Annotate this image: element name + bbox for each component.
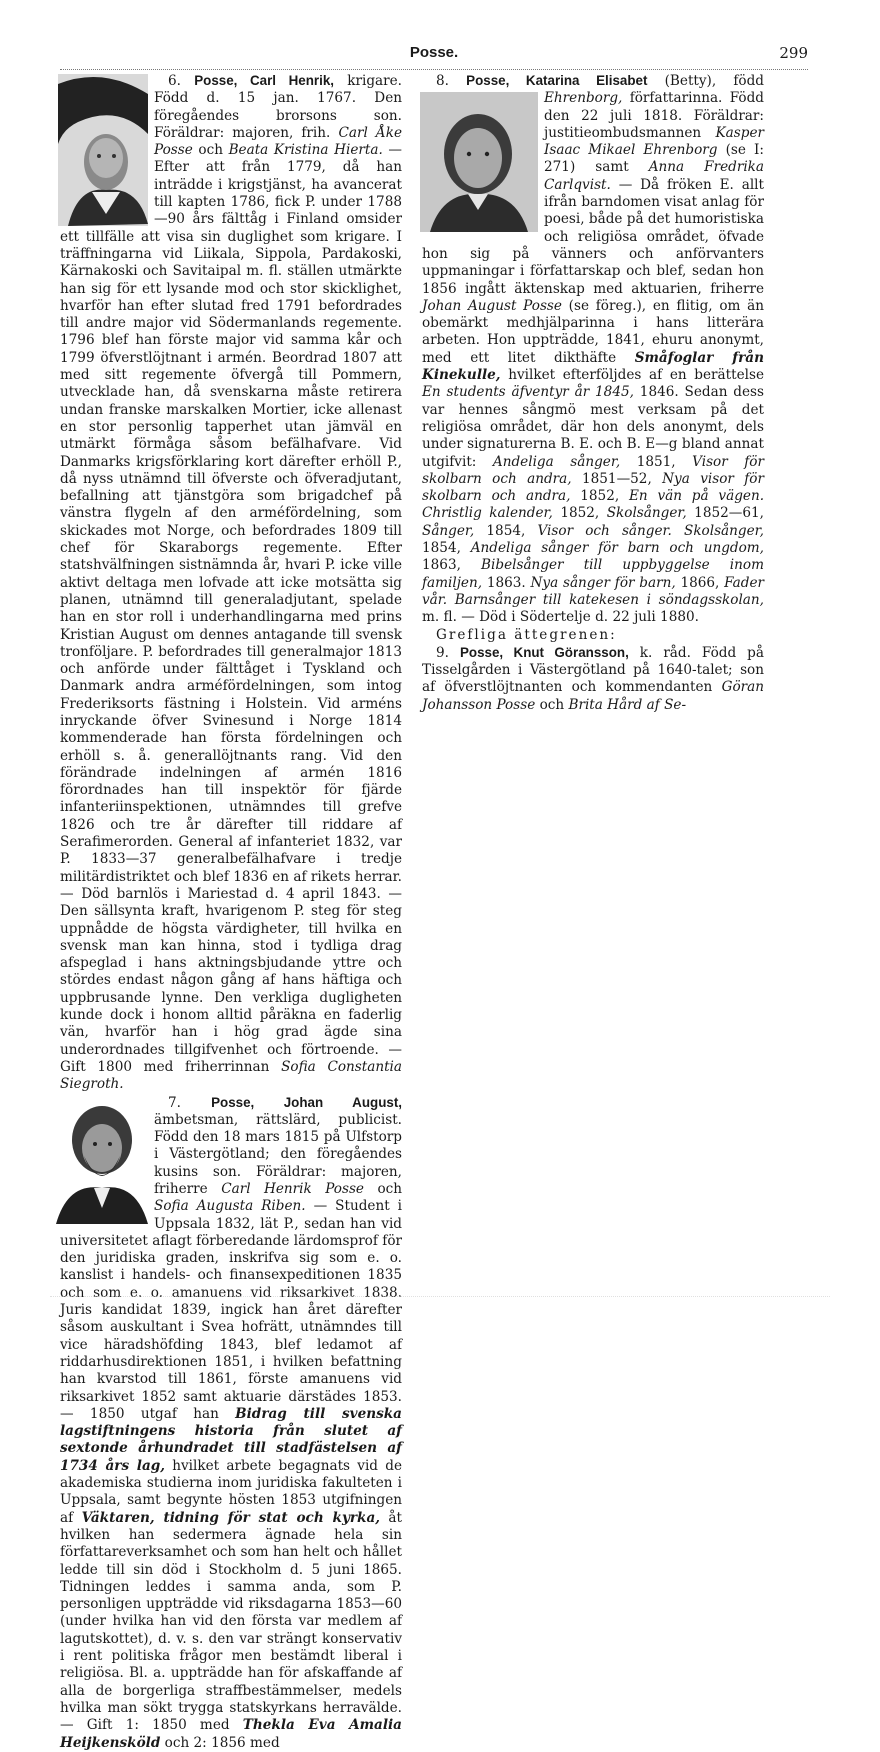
- running-header: [60, 44, 808, 66]
- entry-7: 7. Posse, Johan August, ämbetsman, rättslärd, publicist. Född den 18 mars 1815 på Ulfstorp i Västergötland; den föregåendes kusins son. Föräldrar: majoren, friherre Carl Henrik Posse och Sofia Augusta Riben. — Student i Uppsala 1832, lät P., sedan han vid universitetet aflagt förberedande lärdomsprof för den juridiska graden, inskrifva sig som e. o. kanslist i handels- och finansexpeditionen 1835 och som e. o. amanuens vid riksarkivet 1838. Juris kandidat 1839, ingick han året därefter såsom auskultant i Svea hofrätt, utnämndes till vice häradshöfding 1843, blef ledamot af riddarhusdirektionen 1851, i hvilken befattning han kvarstod till 1861, förste amanuens vid riksarkivet 1852 samt aktuarie därstädes 1853. — 1850 utgaf han Bidrag till svenska lagstiftningens historia från slutet af sextonde århundradet till stadfästelsen af 1734 års lag, hvilket arbete begagnats vid de akademiska studierna inom juridiska fakulteten i Uppsala, samt begynte hösten 1853 utgifningen af Väktaren, tidning för stat och kyrka, åt hvilken han sedermera ägnade hela sin författareverksamhet och som han helt och hållet ledde till sin död i Stockholm d. 5 juni 1865. Tidningen leddes i samma anda, som P. personligen uppträdde vid riksdagarna 1853—60 (under hvilka han vid den första var medlem af lagutskottet), d. v. s. den var strängt konservativ i rent politiska frågor men bestämdt liberal i religiösa. Bl. a. uppträdde han för afskaffande af alla de borgerliga straffbestämmelser, medels hvilka man sökt trygga statskyrkans herravälde. — Gift 1: 1850 med Thekla Eva Amalia Heijkensköld och 2: 1856 med: [60, 1094, 402, 1752]
- column-left: [60, 72, 402, 1752]
- running-title: Posse.: [409, 44, 459, 61]
- portrait-carl-henrik-posse: [58, 74, 148, 226]
- scan-margin: [50, 1296, 830, 1307]
- column-right: [422, 72, 764, 714]
- entry-8: 8. Posse, Katarina Elisabet (Betty), född Ehrenborg, författarinna. Född den 22 juli 1818. Föräldrar: justitieombudsmannen Kasper Isaac Mikael Ehrenborg (se I: 271) samt Anna Fredrika Carlqvist. — Då fröken E. allt ifrån barndomen visat anlag för poesi, både på det humoristiska och religiösa området, öfvade hon sig på vänners och anförvanters uppmaningar i författarskap och blef, sedan hon 1856 ingått äktenskap med aktuarien, friherre Johan August Posse (se föreg.), en flitig, om än obemärkt medhjälparinna i hans litterära arbeten. Hon uppträdde, 1841, ehuru anonymt, med ett litet dikthäfte Småfoglar från Kinekulle, hvilket efterföljdes af en berättelse En students äfventyr år 1845, 1846. Sedan dess var hennes sångmö mest verksam på det religiösa området, där hon dels anonymt, dels under signaturerna B. E. och B. E—g bland annat utgifvit: Andeliga sånger, 1851, Visor för skolbarn och andra, 1851—52, Nya visor för skolbarn och andra, 1852, En vän på vägen. Christlig kalender, 1852, Skolsånger, 1852—61, Sånger, 1854, Visor och sånger. Skolsånger, 1854, Andeliga sånger för barn och ungdom, 1863, Bibelsånger till uppbyggelse inom familjen, 1863. Nya sånger för barn, 1866, Fader vår. Barnsånger till katekesen i söndagsskolan, m. fl. — Död i Södertelje d. 22 juli 1880.: [422, 73, 765, 626]
- section-heading-grefliga: Grefliga ättegrenen:: [436, 626, 617, 643]
- entry-9: 9. Posse, Knut Göransson, k. råd. Född på Tisselgården i Västergötland på 1640-talet; son af öfverstlöjtnanten och kommendanten Göran Johansson Posse och Brita Hård af Se-: [422, 644, 764, 713]
- portrait-johan-august-posse: [54, 1096, 148, 1224]
- portrait-katarina-elisabet-posse: [420, 92, 538, 232]
- entry-9-name: Posse, Knut Göransson,: [459, 644, 629, 660]
- header-rule: [60, 69, 808, 70]
- entry-6-name: Posse, Carl Henrik,: [194, 73, 335, 88]
- page-number: 299: [779, 44, 808, 62]
- entry-8-name: Posse, Katarina Elisabet: [466, 73, 648, 88]
- entry-6: 6. Posse, Carl Henrik, krigare. Född d. 15 jan. 1767. Den föregåendes brorsons son. Föräldrar: majoren, frih. Carl Åke Posse och Beata Kristina Hierta. — Efter att från 1779, då han inträdde i krigstjänst, ha avancerat till kapten 1786, fick P. under 1788—90 års fälttåg i Finland omsider ett tillfälle att visa sin duglighet som krigare. I träffningarna vid Liikala, Sippola, Pardakoski, Kärnakoski och Savitaipal m. fl. ställen utmärkte han sig för ett lysande mod och stor skicklighet, hvarför han efter slutad fred 1791 befordrades till andre major vid Södermanlands regemente. 1796 blef han förste major vid samma kår och 1799 öfverstlöjtnant i armén. Beordrad 1807 att med sitt regemente öfvergå till Pommern, utvecklade han, då svenskarna måste retirera undan franske marskalken Mortier, icke allenast en stor personlig tapperhet utan jämväl en utmärkt förmåga såsom befälhafvare. Vid Danmarks krigsförklaring kort därefter erhöll P., då nyss utnämnd till öfverste och öfveradjutant, befallning att tjänstgöra som brigadchef på vänstra flygeln af den arméfördelning, som skickades mot Norge, och befordrades 1809 till chef för Skaraborgs regemente. Efter statshvälfningen sistnämnda år, hvari P. icke ville aktivt deltaga men lofvade att icke motsätta sig planen, utnämnd till generaladjutant, spelade han en stor roll i underhandlingarna med prins Kristian August om dennes antagande till svensk tronföljare. P. befordrades till generalmajor 1813 och anförde under fälttåget i Tyskland och Danmark andra arméfördelningen, som intog Frederiksorts fästning i Holstein. Vid arméns inryckande öfver Svinesund i Norge 1814 kommenderade han första fördelningen och erhöll s. å. generallöjtnants rang. Vid den förändrade indelningen af armén 1816 förordnades han till inspektör för fjärde infanteriinspektionen, utnämndes till grefve 1826 och tre år därefter till riddare af Serafimerorden. General af infanteriet 1832, var P. 1833—37 generalbefälhafvare i tredje militärdistriktet och blef 1836 en af rikets herrar. — Död barnlös i Mariestad d. 4 april 1843. — Den sällsynta kraft, hvarigenom P. steg för steg uppnådde de högsta värdigheter, till hvilka en svensk man kan hinna, stod i tydliga drag afspeglad i hans aktningsbjudande yttre och stördes endast någon gång af hans häftiga och uppbrusande lynne. Den verkliga dugligheten kunde dock i honom alltid påräkna en faderlig vän, hvarför han i hög grad ägde sina underordnades tillgifvenhet och förtroende. — Gift 1800 med friherrinnan Sofia Constantia Siegroth.: [60, 73, 403, 1093]
- entry-7-name: Posse, Johan August,: [211, 1094, 402, 1110]
